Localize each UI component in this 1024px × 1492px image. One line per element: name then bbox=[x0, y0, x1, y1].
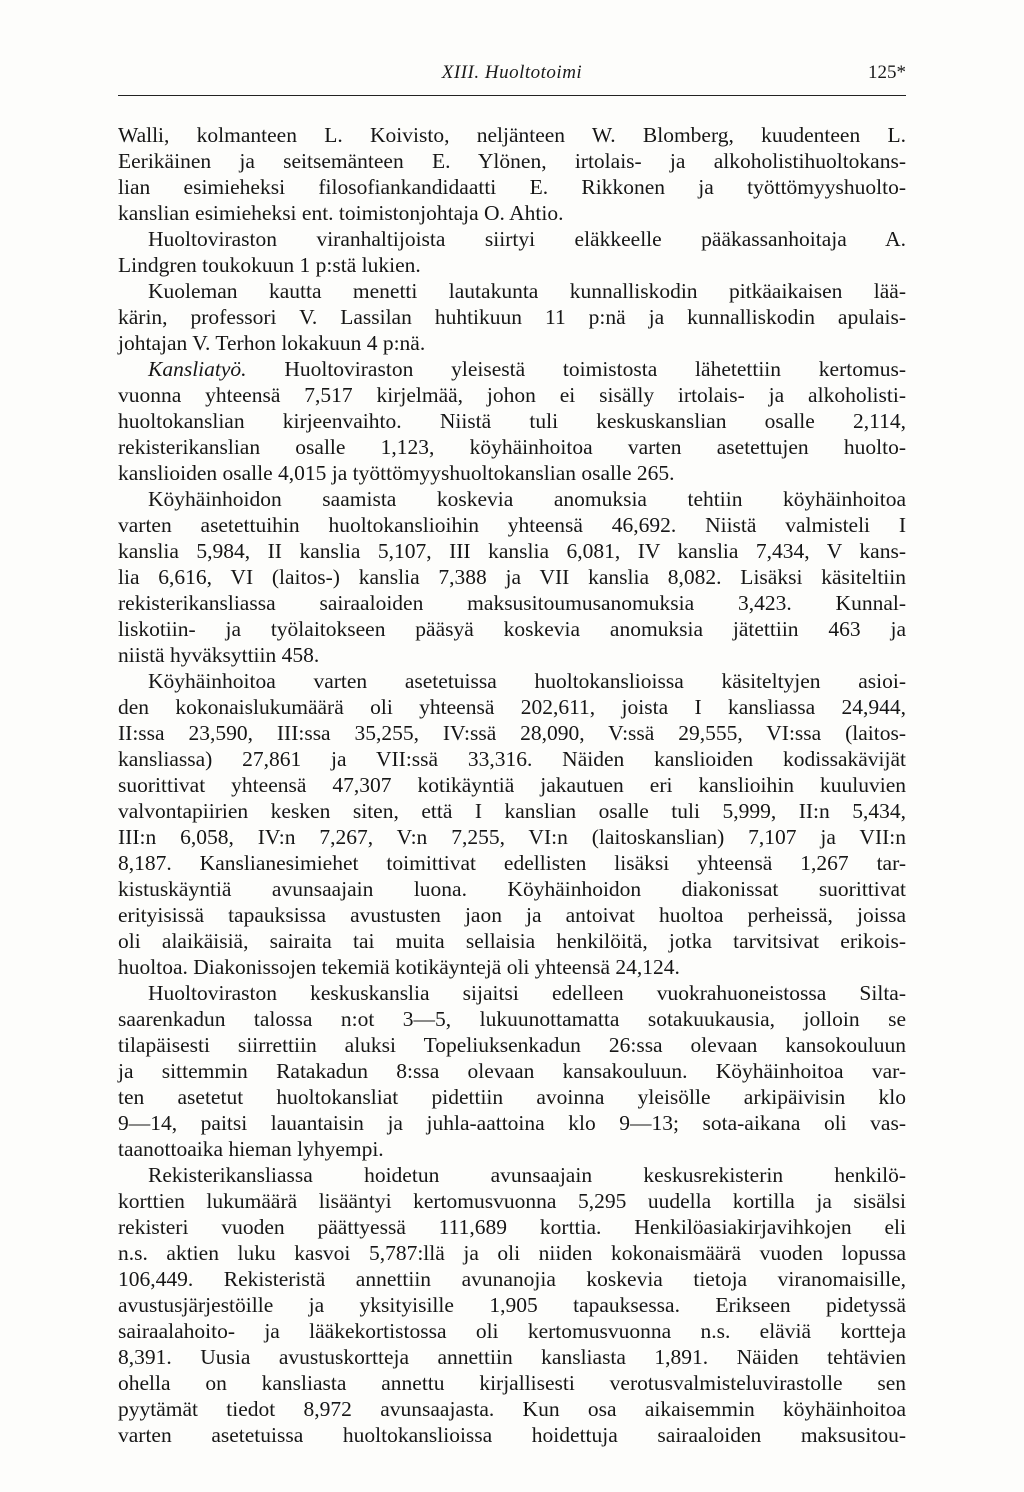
text-line bbox=[118, 616, 906, 642]
text-content: erityisissä tapauksissa avustusten jaon ja antoivat huoltoa perheissä, joissa bbox=[118, 903, 906, 927]
text-content: kanslian esimieheksi ent. toimistonjohtaja O. Ahtio. bbox=[118, 201, 564, 225]
text-line bbox=[118, 486, 906, 512]
text-line bbox=[118, 1370, 906, 1396]
text-line bbox=[118, 642, 906, 668]
text-content: kanslioiden osalle 4,015 ja työttömyyshuoltokanslian osalle 265. bbox=[118, 461, 675, 485]
text-content: rekisteri vuoden päättyessä 111,689 korttia. Henkilöasiakirjavihkojen eli bbox=[118, 1215, 906, 1239]
text-line bbox=[118, 590, 906, 616]
text-line bbox=[118, 1058, 906, 1084]
text-content: ja sittemmin Ratakadun 8:ssa olevaan kansakouluun. Köyhäinhoitoa var- bbox=[118, 1059, 906, 1083]
text-line bbox=[118, 1240, 906, 1266]
text-line bbox=[118, 876, 906, 902]
text-content: lia 6,616, VI (laitos-) kanslia 7,388 ja VII kanslia 8,082. Lisäksi käsiteltiin bbox=[118, 565, 906, 589]
text-line bbox=[118, 226, 906, 252]
text-content: Rekisterikansliassa hoidetun avunsaajain keskusrekisterin henkilö- bbox=[148, 1163, 906, 1187]
text-content: II:ssa 23,590, III:ssa 35,255, IV:ssä 28,090, V:ssä 29,555, VI:ssa (laitos- bbox=[118, 721, 906, 745]
text-content: 9—14, paitsi lauantaisin ja juhla-aattoina klo 9—13; sota-aikana oli vas- bbox=[118, 1111, 906, 1135]
text-content: 106,449. Rekisteristä annettiin avunanojia koskevia tietoja viranomaisille, bbox=[118, 1267, 906, 1291]
text-content: johtajan V. Terhon lokakuun 4 p:nä. bbox=[118, 331, 426, 355]
text-line bbox=[118, 980, 906, 1006]
page-number: 125* bbox=[868, 62, 906, 83]
text-content: Lindgren toukokuun 1 p:stä lukien. bbox=[118, 253, 421, 277]
running-header bbox=[118, 62, 906, 90]
text-line bbox=[118, 304, 906, 330]
text-line bbox=[118, 1266, 906, 1292]
text-line bbox=[118, 1032, 906, 1058]
text-content: Huoltoviraston viranhaltijoista siirtyi eläkkeelle pääkassanhoitaja A. bbox=[148, 227, 906, 251]
text-content: rekisterikansliassa sairaaloiden maksusitoumusanomuksia 3,423. Kunnal- bbox=[118, 591, 906, 615]
text-content: lian esimieheksi filosofiankandidaatti E. Rikkonen ja työttömyyshuolto- bbox=[118, 175, 906, 199]
header-rule bbox=[118, 95, 906, 96]
text-line bbox=[118, 148, 906, 174]
text-line bbox=[118, 1344, 906, 1370]
text-line bbox=[118, 1214, 906, 1240]
text-content: den kokonaislukumäärä oli yhteensä 202,611, joista I kansliassa 24,944, bbox=[118, 695, 906, 719]
text-line bbox=[118, 278, 906, 304]
text-line bbox=[118, 928, 906, 954]
text-line bbox=[118, 174, 906, 200]
text-content: pyytämät tiedot 8,972 avunsaajasta. Kun osa aikaisemmin köyhäinhoitoa bbox=[118, 1397, 906, 1421]
text-line bbox=[118, 850, 906, 876]
text-line bbox=[118, 434, 906, 460]
text-content: Walli, kolmanteen L. Koivisto, neljänteen W. Blomberg, kuudenteen L. bbox=[118, 123, 906, 147]
text-line bbox=[118, 512, 906, 538]
text-content: Kuoleman kautta menetti lautakunta kunnalliskodin pitkäaikaisen lää- bbox=[148, 279, 906, 303]
text-line bbox=[118, 824, 906, 850]
text-content: n.s. aktien luku kasvoi 5,787:llä ja oli niiden kokonaismäärä vuoden lopussa bbox=[118, 1241, 906, 1265]
text-content: kistuskäyntiä avunsaajain luona. Köyhäinhoidon diakonissat suorittivat bbox=[118, 877, 906, 901]
text-content: varten asetetuissa huoltokanslioissa hoidettuja sairaaloiden maksusitou- bbox=[118, 1423, 906, 1447]
text-line bbox=[118, 1162, 906, 1188]
text-content: Köyhäinhoitoa varten asetetuissa huoltokanslioissa käsiteltyjen asioi- bbox=[148, 669, 906, 693]
text-content: Eerikäinen ja seitsemänteen E. Ylönen, irtolais- ja alkoholistihuoltokans- bbox=[118, 149, 906, 173]
text-line bbox=[118, 1396, 906, 1422]
text-line bbox=[118, 1084, 906, 1110]
text-content: tilapäisesti siirrettiin aluksi Topeliuksenkadun 26:ssa olevaan kansokouluun bbox=[118, 1033, 906, 1057]
text-line bbox=[118, 460, 906, 486]
text-content: suorittivat yhteensä 47,307 kotikäyntiä jakautuen eri kanslioihin kuuluvien bbox=[118, 773, 906, 797]
text-content: sairaalahoito- ja lääkekortistossa oli kertomusvuonna n.s. eläviä kortteja bbox=[118, 1319, 906, 1343]
text-line bbox=[118, 1422, 906, 1448]
text-line bbox=[118, 408, 906, 434]
text-line bbox=[118, 564, 906, 590]
text-content: kärin, professori V. Lassilan huhtikuun 11 p:nä ja kunnalliskodin apulais- bbox=[118, 305, 906, 329]
text-line bbox=[118, 538, 906, 564]
text-content: Huoltoviraston yleisestä toimistosta lähetettiin kertomus- bbox=[246, 357, 906, 381]
text-content: avustusjärjestöille ja yksityisille 1,905 tapauksessa. Erikseen pidetyssä bbox=[118, 1293, 906, 1317]
text-line bbox=[118, 252, 906, 278]
text-content: Huoltoviraston keskuskanslia sijaitsi edelleen vuokrahuoneistossa Silta- bbox=[148, 981, 906, 1005]
text-line bbox=[118, 1006, 906, 1032]
text-content: kansliassa) 27,861 ja VII:ssä 33,316. Näiden kanslioiden kodissakävijät bbox=[118, 747, 906, 771]
text-content: Köyhäinhoidon saamista koskevia anomuksia tehtiin köyhäinhoitoa bbox=[148, 487, 906, 511]
text-content: valvontapiirien kesken siten, että I kanslian osalle tuli 5,999, II:n 5,434, bbox=[118, 799, 906, 823]
text-line bbox=[118, 694, 906, 720]
text-content: taanottoaika hieman lyhyempi. bbox=[118, 1137, 384, 1161]
text-line bbox=[118, 122, 906, 148]
text-line bbox=[118, 200, 906, 226]
text-line bbox=[118, 1292, 906, 1318]
text-line bbox=[118, 1136, 906, 1162]
text-content: saarenkadun talossa n:ot 3—5, lukuunottamatta sotakuukausia, jolloin se bbox=[118, 1007, 906, 1031]
text-content: huoltoa. Diakonissojen tekemiä kotikäyntejä oli yhteensä 24,124. bbox=[118, 955, 680, 979]
text-line bbox=[118, 1318, 906, 1344]
body-text bbox=[118, 122, 906, 1448]
text-content: varten asetettuihin huoltokanslioihin yhteensä 46,692. Niistä valmisteli I bbox=[118, 513, 906, 537]
section-heading: Kansliatyö. bbox=[148, 357, 247, 381]
text-content: 8,187. Kanslianesimiehet toimittivat edellisten lisäksi yhteensä 1,267 tar- bbox=[118, 851, 906, 875]
text-content: ohella on kansliasta annettu kirjallisesti verotusvalmisteluvirastolle sen bbox=[118, 1371, 906, 1395]
text-content: korttien lukumäärä lisääntyi kertomusvuonna 5,295 uudella kortilla ja sisälsi bbox=[118, 1189, 906, 1213]
text-content: niistä hyväksyttiin 458. bbox=[118, 643, 320, 667]
text-line bbox=[118, 798, 906, 824]
text-line bbox=[118, 746, 906, 772]
text-line bbox=[118, 668, 906, 694]
text-line bbox=[118, 720, 906, 746]
text-content: 8,391. Uusia avustuskortteja annettiin kansliasta 1,891. Näiden tehtävien bbox=[118, 1345, 906, 1369]
text-content: huoltokanslian kirjeenvaihto. Niistä tuli keskuskanslian osalle 2,114, bbox=[118, 409, 906, 433]
chapter-title: XIII. Huoltotoimi bbox=[441, 62, 583, 83]
text-content: ten asetetut huoltokansliat pidettiin avoinna yleisölle arkipäivisin klo bbox=[118, 1085, 906, 1109]
text-line bbox=[118, 1110, 906, 1136]
text-content: III:n 6,058, IV:n 7,267, V:n 7,255, VI:n (laitoskanslian) 7,107 ja VII:n bbox=[118, 825, 906, 849]
text-line bbox=[118, 954, 906, 980]
text-line bbox=[118, 382, 906, 408]
text-line bbox=[118, 330, 906, 356]
text-content: vuonna yhteensä 7,517 kirjelmää, johon ei sisälly irtolais- ja alkoholisti- bbox=[118, 383, 906, 407]
text-line bbox=[118, 772, 906, 798]
text-line bbox=[118, 902, 906, 928]
text-content: liskotiin- ja työlaitokseen pääsyä koskevia anomuksia jätettiin 463 ja bbox=[118, 617, 906, 641]
text-content: kanslia 5,984, II kanslia 5,107, III kanslia 6,081, IV kanslia 7,434, V kans- bbox=[118, 539, 906, 563]
text-content: oli alaikäisiä, sairaita tai muita sellaisia henkilöitä, jotka tarvitsivat erikois- bbox=[118, 929, 906, 953]
text-line bbox=[118, 356, 906, 382]
text-content: rekisterikanslian osalle 1,123, köyhäinhoitoa varten asetettujen huolto- bbox=[118, 435, 906, 459]
text-line bbox=[118, 1188, 906, 1214]
